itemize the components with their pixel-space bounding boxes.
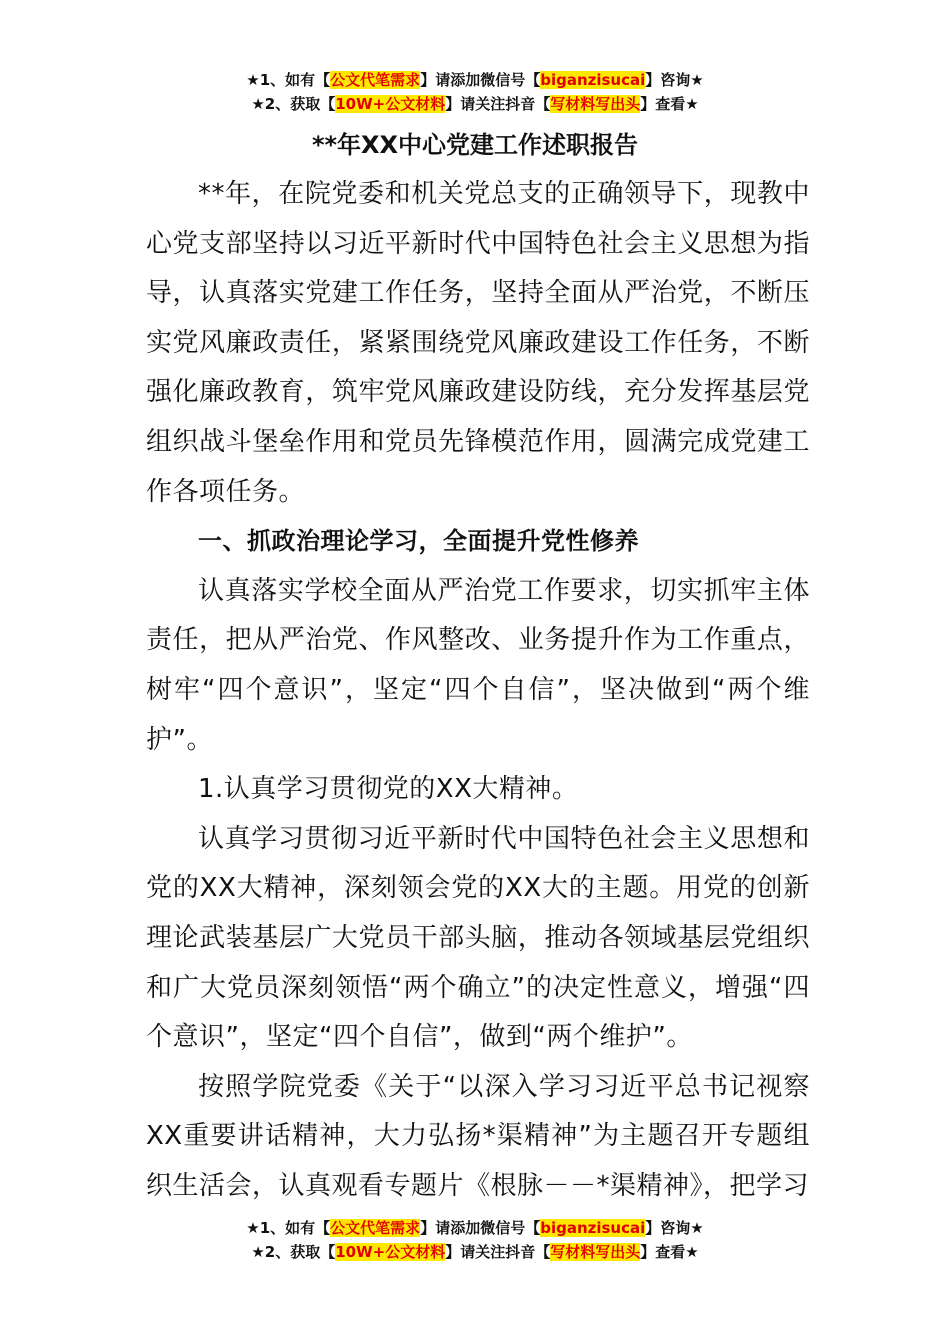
document-title: **年XX中心党建工作述职报告 <box>311 131 639 159</box>
footer-highlight-service: 公文代笔需求 <box>330 1219 421 1237</box>
footer-line-1: ★1、如有【公文代笔需求】请添加微信号【biganzisucai】咨询★ <box>246 1219 704 1237</box>
footer-highlight-wechat-id: biganzisucai <box>540 1219 646 1237</box>
footer-highlight-douyin: 写材料写出头 <box>550 1243 641 1261</box>
section-heading-1: 一、抓政治理论学习，全面提升党性修养 <box>198 527 639 556</box>
highlight-douyin: 写材料写出头 <box>550 95 641 113</box>
footer-line-2: ★2、获取【10W+公文材料】请关注抖音【写材料写出头】查看★ <box>251 1243 699 1261</box>
banner-line-1: ★1、如有【公文代笔需求】请添加微信号【biganzisucai】咨询★ <box>246 71 704 89</box>
banner-line-2: ★2、获取【10W+公文材料】请关注抖音【写材料写出头】查看★ <box>251 95 699 113</box>
document-body <box>146 170 810 1211</box>
footer-highlight-materials: 10W+公文材料 <box>335 1243 446 1261</box>
paragraph-meeting: 按照学院党委《关于“以深入学习习近平总书记视察XX重要讲话精神，大力弘扬*渠精神”为主题召开专题组织生活会，认真观看专题片《根脉－－*渠精神》，把学习 <box>146 1071 810 1201</box>
paragraph-section-1: 认真落实学校全面从严治党工作要求，切实抓牢主体责任，把从严治党、作风整改、业务提升作为工作重点，树牢“四个意识”，坚定“四个自信”，坚决做到“两个维护”。 <box>146 575 810 755</box>
highlight-wechat-id: biganzisucai <box>540 71 646 89</box>
highlight-materials: 10W+公文材料 <box>335 95 446 113</box>
paragraph-study: 认真学习贯彻习近平新时代中国特色社会主义思想和党的XX大精神，深刻领会党的XX大的主题。用党的创新理论武装基层广大党员干部头脑，推动各领域基层党组织和广大党员深刻领悟“两个确立”的决定性意义，增强“四个意识”，坚定“四个自信”，做到“两个维护”。 <box>146 823 810 1053</box>
highlight-service: 公文代笔需求 <box>330 71 421 89</box>
footer-banner <box>0 1216 950 1264</box>
subheading-1-1: 1.认真学习贯彻党的XX大精神。 <box>198 774 579 805</box>
paragraph-intro: **年，在院党委和机关党总支的正确领导下，现教中心党支部坚持以习近平新时代中国特色社会主义思想为指导，认真落实党建工作任务，坚持全面从严治党，不断压实党风廉政责任，紧紧围绕党风廉政建设工作任务，不断强化廉政教育，筑牢党风廉政建设防线，充分发挥基层党组织战斗堡垒作用和党员先锋模范作用，圆满完成党建工作各项任务。 <box>146 179 810 507</box>
header-banner <box>0 68 950 116</box>
